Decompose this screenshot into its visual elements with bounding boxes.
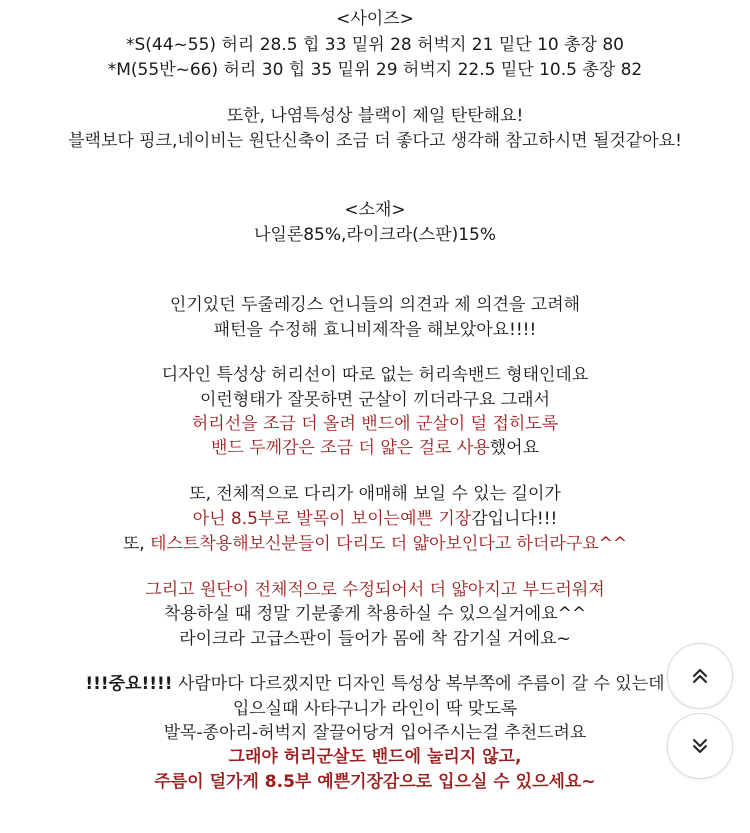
paragraph-line: 인기있던 두줄레깅스 언니들의 의견과 제 의견을 고려해 [169, 295, 581, 315]
important-line [0, 673, 750, 695]
chevron-double-down-icon [689, 735, 711, 757]
material-text: 나일론85%,라이크라(스판)15% [253, 225, 497, 245]
paragraph-line: 패턴을 수정해 효니비제작을 해보았아요!!!! [213, 320, 537, 340]
paragraph-line: 입으실때 사타구니가 라인이 딱 맞도록 [232, 699, 518, 719]
highlight-text: 밴드 두께감은 조금 더 얇은 걸로 사용 [210, 438, 490, 458]
note-pink-navy: 블랙보다 핑크,네이비는 원단신축이 조금 더 좋다고 생각해 참고하시면 될것같아요! [68, 131, 682, 151]
size-m-spec: *M(55반~66) 허리 30 힙 35 밑위 29 허벅지 22.5 밑단 10.5 총장 82 [107, 60, 643, 80]
size-header: <사이즈> [336, 9, 414, 29]
paragraph-line: 착용하실 때 정말 기분좋게 착용하실 수 있으실거에요^^ [163, 604, 587, 624]
paragraph-line: 디자인 특성상 허리선이 따로 없는 허리속밴드 형태인데요 [161, 365, 589, 385]
scroll-to-bottom-button[interactable] [667, 713, 733, 779]
paragraph-line: 발목-종아리-허벅지 잘끌어당겨 입어주시는걸 추천드려요 [163, 723, 587, 743]
material-header: <소재> [344, 200, 406, 220]
highlight-text: 아닌 8.5부로 발목이 보이는예쁜 기장 [192, 509, 472, 529]
plain-text: 감입니다!!! [471, 509, 558, 529]
chevron-double-up-icon [689, 665, 711, 687]
paragraph-line: 이런형태가 잘못하면 군살이 끼더라구요 그래서 [199, 390, 551, 410]
highlight-text: 테스트착용해보신분들이 다리도 더 얇아보인다고 하더라구요^^ [150, 534, 628, 554]
paragraph-line [0, 533, 750, 555]
important-label: !!!중요!!!! [85, 674, 173, 694]
plain-text: 사람마다 다르겠지만 디자인 특성상 복부쪽에 주름이 갈 수 있는데 [172, 674, 665, 694]
highlight-line: 그래야 허리군살도 밴드에 눌리지 않고, [228, 747, 522, 767]
highlight-line: 주름이 덜가게 8.5부 예쁜기장감으로 입으실 수 있으세요~ [154, 772, 596, 792]
scroll-to-top-button[interactable] [667, 643, 733, 709]
highlight-line: 그리고 원단이 전체적으로 수정되어서 더 얇아지고 부드러워져 [145, 580, 605, 600]
size-s-spec: *S(44~55) 허리 28.5 힙 33 밑위 28 허벅지 21 밑단 10 총장 80 [126, 35, 624, 55]
paragraph-line [0, 437, 750, 459]
paragraph-line: 라이크라 고급스판이 들어가 몸에 착 감기실 거에요~ [179, 629, 571, 649]
note-black: 또한, 나염특성상 블랙이 제일 탄탄해요! [226, 106, 524, 126]
paragraph-line [0, 508, 750, 530]
paragraph-line: 또, 전체적으로 다리가 애매해 보일 수 있는 길이가 [189, 484, 561, 504]
plain-text: 했어요 [489, 438, 540, 458]
highlight-line: 허리선을 조금 더 올려 밴드에 군살이 덜 접히도록 [191, 414, 559, 434]
plain-text: 또, [122, 534, 151, 554]
